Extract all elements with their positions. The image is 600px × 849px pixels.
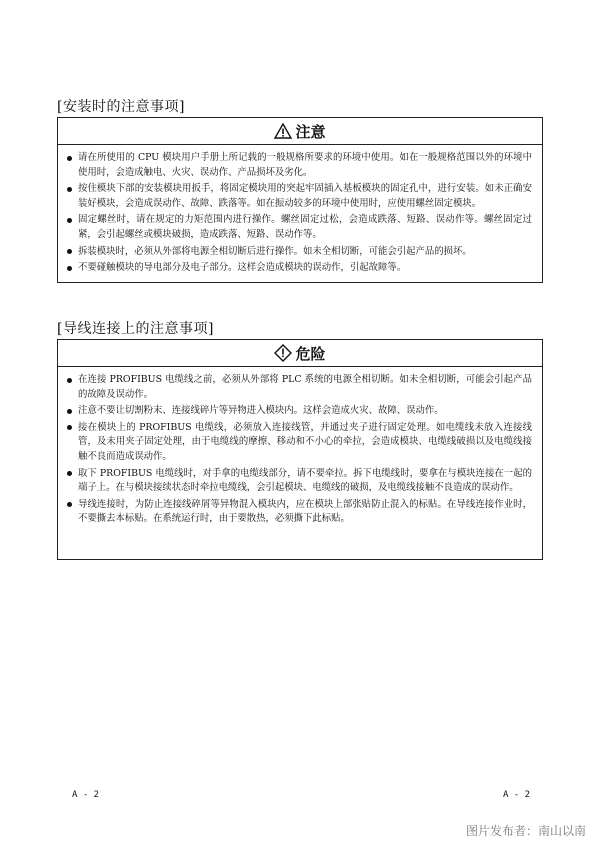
list-item: 拆装模块时，必须从外部将电源全相切断后进行操作。如未全相切断，可能会引起产品的损坏。 — [66, 245, 532, 260]
image-credit: 图片发布者：南山以南 — [465, 824, 586, 838]
list-item: 导线连接时，为防止连接线碎屑等异物混入模块内，应在模块上部张贴防止混入的标贴。在导线连接作业时，不要撕去本标贴。在系统运行时，由于要散热，必须撕下此标贴。 — [66, 498, 532, 527]
danger-exclamation-icon — [274, 344, 292, 362]
danger-list — [58, 367, 542, 535]
caution-box — [57, 117, 543, 283]
danger-box — [57, 339, 543, 560]
list-item: 在连接 PROFIBUS 电缆线之前，必须从外部将 PLC 系统的电源全相切断。如未全相切断，可能会引起产品的故障及误动作。 — [66, 373, 532, 402]
list-item: 取下 PROFIBUS 电缆线时，对手拿的电缆线部分，请不要牵拉。拆下电缆线时，要拿在与模块连接在一起的端子上。在与模块接续状态时牵拉电缆线，会引起模块、电缆线的破损，及电缆线接触不良造成的误动作。 — [66, 467, 532, 496]
section-title-wiring: [导线连接上的注意事项] — [57, 321, 214, 337]
list-item: 按住模块下部的安装模块用扳手，将固定模块用的突起牢固插入基板模块的固定孔中，进行安装。如未正确安装好模块，会造成误动作、故障、跌落等。如在振动较多的环境中使用时，应使用螺丝固定模块。 — [66, 182, 532, 211]
list-item: 请在所使用的 CPU 模块用户手册上所记载的一般规格所要求的环境中使用。如在一般规格范围以外的环境中使用时，会造成触电、火灾、误动作、产品损坏及劣化。 — [66, 151, 532, 180]
section-title-installation: [安装时的注意事项] — [57, 99, 185, 115]
caution-list — [58, 145, 542, 284]
caution-title: 注意 — [295, 122, 326, 141]
list-item: 不要碰触模块的导电部分及电子部分。这样会造成模块的误动作，引起故障等。 — [66, 261, 532, 276]
list-item: 接在模块上的 PROFIBUS 电缆线，必须放入连接线管，并通过夹子进行固定处理。如电缆线未放入连接线管，及未用夹子固定处理，由于电缆线的摩擦、移动和不小心的牵拉，会造成模块、电缆线破损以及电缆线接触不良而造成误动作。 — [66, 421, 532, 465]
danger-header — [58, 340, 542, 367]
page-number-left: A - 2 — [72, 790, 100, 800]
page-number-right: A - 2 — [503, 790, 531, 800]
danger-title: 危险 — [295, 344, 326, 363]
list-item: 注意不要让切割粉末、连接线碎片等异物进入模块内。这样会造成火灾、故障、误动作。 — [66, 404, 532, 419]
warning-triangle-icon — [274, 123, 292, 139]
caution-header — [58, 118, 542, 145]
list-item: 固定螺丝时，请在规定的力矩范围内进行操作。螺丝固定过松，会造成跌落、短路、误动作等。螺丝固定过紧，会引起螺丝或模块破损，造成跌落、短路、误动作等。 — [66, 213, 532, 242]
